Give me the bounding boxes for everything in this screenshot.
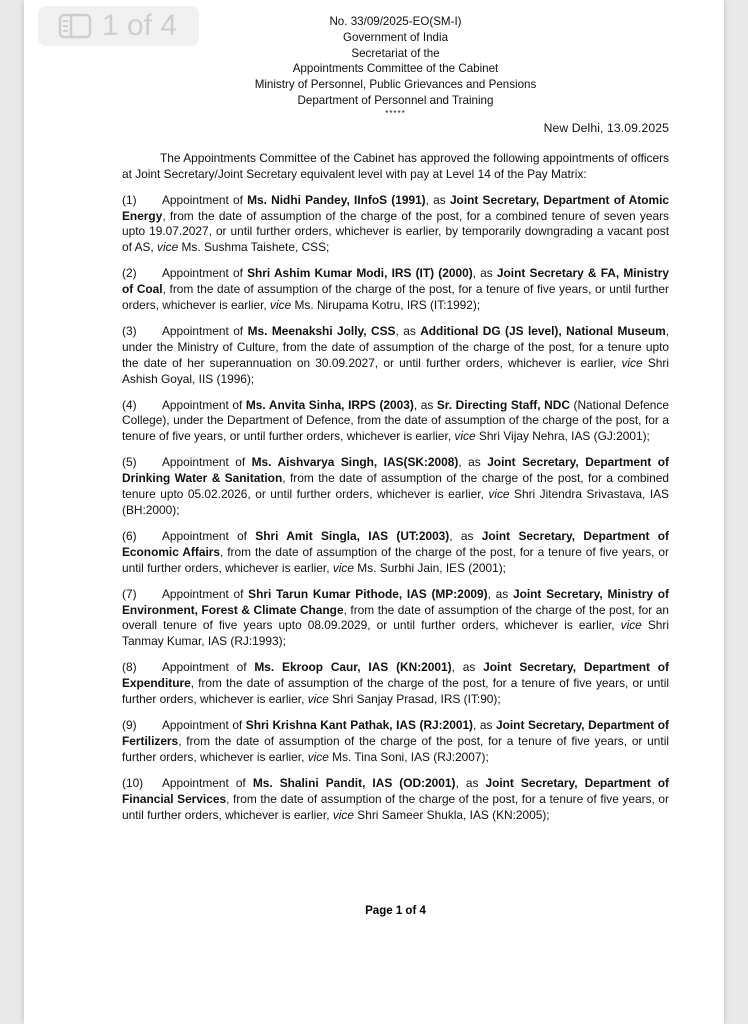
header-line: Ministry of Personnel, Public Grievances and Pensions [254,78,537,92]
officer-name: Ms. Meenakshi Jolly, CSS [247,323,396,338]
item-number: (7) [122,586,137,601]
document-content [122,14,669,823]
intro-paragraph: The Appointments Committee of the Cabinet has approved the following appointments of officers at Joint Secretary/Joint Secretary equivalent level with pay at Level 14 of the Pay Matrix: [122,150,669,181]
vice-label: vice [488,487,510,502]
item-text: Ms. Sushma Taishete, CSS; [178,240,330,255]
appointment-item [122,718,669,766]
vice-label: vice [621,355,643,370]
item-number: (5) [122,455,137,470]
item-text: Ms. Tina Soni, IAS (RJ:2007); [328,749,489,764]
header-line: Secretariat of the [351,46,440,60]
item-text: , under the Ministry of Culture, from the date of assumption of the charge of the post, for a tenure upto the date of her superannuation on 30.09.2027, or until further orders, whichever is earlier, [122,323,670,370]
post-title: Joint Secretary, Department of Atomic Energy [122,192,669,223]
appointments-list [122,193,669,824]
item-text: , from the date of assumption of the charge of the post, for a tenure of five years, or until further orders, whichever is earlier, [122,791,669,822]
item-text: Appointment of [162,717,246,732]
item-text: , as [487,586,513,601]
item-text: , as [449,528,482,543]
item-text: Shri Sameer Shukla, IAS (KN:2005); [353,807,550,822]
item-text: Ms. Surbhi Jain, IES (2001); [353,560,506,575]
separator-stars: ***** [385,108,406,118]
vice-label: vice [454,429,476,444]
item-text: Appointment of [162,397,246,412]
item-text: Appointment of [162,660,255,675]
appointment-item [122,324,669,388]
vice-label: vice [270,298,292,313]
appointment-item [122,193,669,257]
officer-name: Ms. Aishvarya Singh, IAS(SK:2008) [251,455,459,470]
officer-name: Ms. Nidhi Pandey, IInfoS (1991) [247,192,426,207]
post-title: Additional DG (JS level), National Museum [420,323,666,338]
item-text: Shri Sanjay Prasad, IRS (IT:90); [328,692,501,707]
item-text: , as [455,775,486,790]
post-title: Joint Secretary, Department of Expenditure [122,660,669,691]
appointment-item [122,776,669,824]
item-text: , from the date of assumption of the charge of the post, for a tenure of five years, or until further orders, whichever is earlier, [122,282,670,313]
item-text: , as [413,397,437,412]
item-number: (1) [122,192,137,207]
officer-name: Ms. Shalini Pandit, IAS (OD:2001) [252,775,456,790]
appointment-item [122,266,669,314]
appointment-item [122,455,669,519]
post-title: Sr. Directing Staff, NDC [436,397,570,412]
item-text: Appointment of [162,775,253,790]
order-number: No. 33/09/2025-EO(SM-I) [329,15,462,28]
vice-label: vice [307,749,329,764]
item-text: , from the date of assumption of the charge of the post, for a combined tenure of seven years upto 19.07.2027, or until further orders, whichever is earlier, by temporarily downgrading a vacant post of AS, [122,208,669,255]
vice-label: vice [332,560,354,575]
officer-name: Shri Tarun Kumar Pithode, IAS (MP:2009) [248,586,488,601]
vice-label: vice [307,692,329,707]
officer-name: Ms. Ekroop Caur, IAS (KN:2001) [254,660,452,675]
page-indicator[interactable] [38,6,199,46]
post-title: Joint Secretary, Department of Fertilizers [122,717,669,748]
vice-label: vice [620,618,642,633]
document-page [24,0,724,1024]
header-line: Appointments Committee of the Cabinet [292,62,499,76]
post-title: Joint Secretary, Ministry of Environment, Forest & Climate Change [122,586,669,617]
letterhead [122,14,669,119]
item-number: (6) [122,528,137,543]
item-text: , as [473,717,496,732]
item-text: , from the date of assumption of the charge of the post, for a tenure of five years, or until further orders, whichever is earlier, [122,733,669,764]
item-text: Appointment of [162,586,249,601]
appointment-item [122,398,669,446]
item-text: , from the date of assumption of the charge of the post, for a combined tenure upto 05.02.2026, or until further orders, whichever is earlier, [122,471,669,502]
item-number: (3) [122,323,137,338]
officer-name: Shri Ashim Kumar Modi, IRS (IT) (2000) [247,266,473,281]
post-title: Joint Secretary, Department of Drinking Water & Sanitation [122,455,669,486]
item-text: Shri Jitendra Srivastava, IAS (BH:2000); [122,487,669,517]
pages-icon [58,13,92,39]
item-text: , as [472,266,497,281]
item-text: , from the date of assumption of the charge of the post, for a tenure of five years, or until further orders, whichever is earlier, [122,676,669,707]
item-number: (10) [122,775,144,790]
post-title: Joint Secretary, Department of Financial Services [122,775,669,806]
officer-name: Ms. Anvita Sinha, IRPS (2003) [245,397,414,412]
date-line: New Delhi, 13.09.2025 [543,120,669,135]
page-indicator-text: 1 of 4 [102,9,178,42]
item-number: (2) [122,266,137,281]
appointment-item [122,660,669,708]
item-text: , as [425,192,450,207]
header-line: Government of India [342,30,449,44]
item-text: Ms. Nirupama Kotru, IRS (IT:1992); [291,298,481,313]
page-footer: Page 1 of 4 [365,905,426,917]
item-number: (9) [122,717,137,732]
post-title: Joint Secretary, Department of Economic Affairs [122,528,669,559]
vice-label: vice [332,807,354,822]
item-text: Appointment of [162,192,248,207]
item-text: , as [458,455,488,470]
item-text: Appointment of [162,323,248,338]
item-text: Appointment of [162,266,248,281]
item-text: Appointment of [162,528,256,543]
header-line: Department of Personnel and Training [297,93,494,107]
appointment-item [122,587,669,651]
item-text: Shri Vijay Nehra, IAS (GJ:2001); [475,429,650,444]
item-number: (4) [122,397,137,412]
item-text: Shri Ashish Goyal, IIS (1996); [122,355,669,386]
vice-label: vice [157,240,179,255]
officer-name: Shri Amit Singla, IAS (UT:2003) [255,528,450,543]
item-text: , as [395,323,421,338]
item-text: , from the date of assumption of the charge of the post, for a tenure of five years, or until further orders, whichever is earlier, [122,544,669,575]
item-text: , as [451,660,484,675]
post-title: Joint Secretary & FA, Ministry of Coal [122,266,669,297]
item-text: Appointment of [162,455,252,470]
officer-name: Shri Krishna Kant Pathak, IAS (RJ:2001) [245,717,474,732]
item-number: (8) [122,660,137,675]
item-text: Shri Tanmay Kumar, IAS (RJ:1993); [122,618,670,649]
item-text: (National Defence College), under the Department of Defence, from the date of assumption of the charge of the post, for a tenure of five years, or until further orders, whichever is earlier, [122,397,669,444]
item-text: , from the date of assumption of the charge of the post, for an overall tenure of five years upto 08.09.2029, or until further orders, whichever is earlier, [122,602,669,633]
appointment-item [122,529,669,577]
